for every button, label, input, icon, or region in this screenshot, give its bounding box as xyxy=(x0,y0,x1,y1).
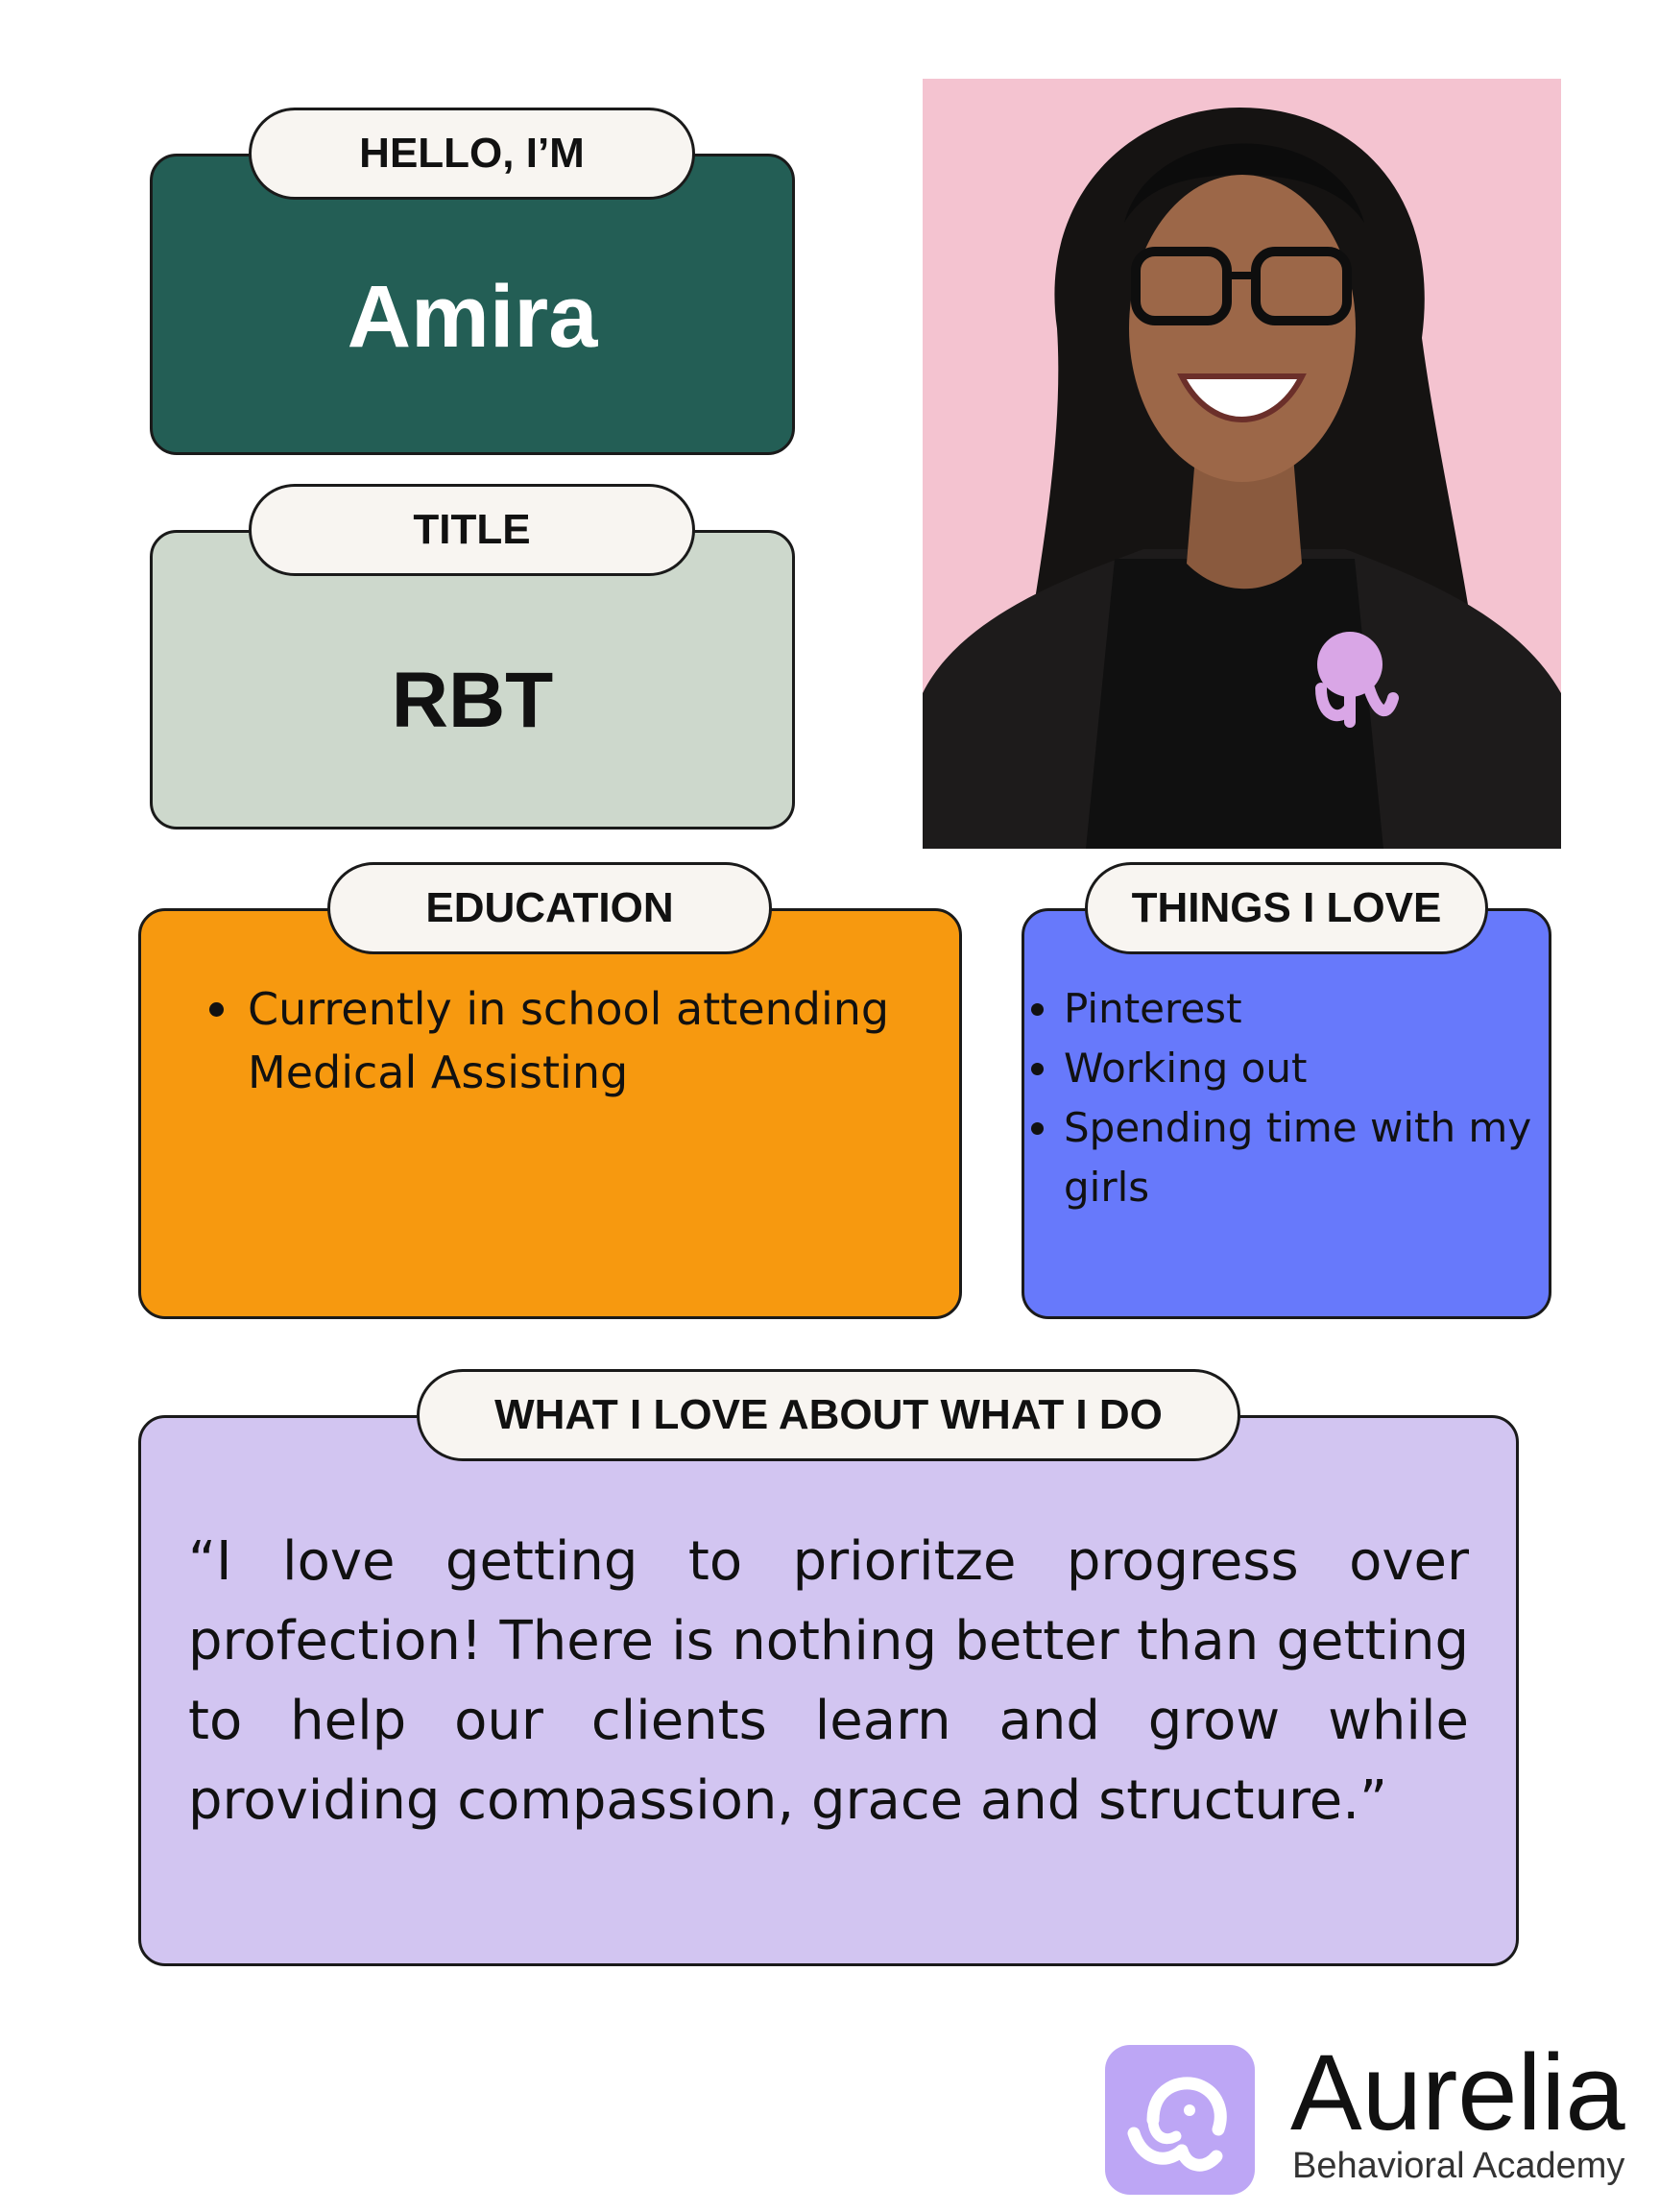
bullet-icon xyxy=(1031,1122,1044,1135)
elephant-icon xyxy=(1105,2045,1255,2195)
bullet-icon xyxy=(209,1002,224,1017)
title-label: TITLE xyxy=(249,484,695,576)
bullet-icon xyxy=(1031,1063,1044,1075)
things-list xyxy=(1027,979,1546,1217)
about-label: WHAT I LOVE ABOUT WHAT I DO xyxy=(417,1369,1240,1461)
brand-tagline: Behavioral Academy xyxy=(1292,2146,1625,2186)
education-list xyxy=(207,977,899,1104)
brand-name: Aurelia xyxy=(1290,2032,1625,2152)
education-label: EDUCATION xyxy=(327,862,772,954)
list-item xyxy=(1027,1039,1546,1098)
list-item xyxy=(1027,979,1546,1039)
job-title: RBT xyxy=(391,657,554,744)
bullet-icon xyxy=(1031,1003,1044,1016)
hello-label: HELLO, I’M xyxy=(249,108,695,200)
list-item xyxy=(1027,1098,1546,1217)
education-card xyxy=(138,908,962,1319)
about-quote: “I love getting to prioritze progress over profection! There is nothing better than getting to help our clients learn and grow while providing compassion, grace and structure.” xyxy=(188,1530,1469,1832)
list-item xyxy=(207,977,899,1104)
education-item: Currently in school attending Medical Assisting xyxy=(248,983,890,1098)
brand-logo xyxy=(1105,2045,1255,2195)
things-label: THINGS I LOVE xyxy=(1085,862,1488,954)
things-item-2: Working out xyxy=(1064,1045,1308,1092)
profile-photo xyxy=(923,79,1561,849)
things-item-3: Spending time with my girls xyxy=(1064,1104,1532,1211)
things-item-1: Pinterest xyxy=(1064,985,1242,1032)
person-name: Amira xyxy=(347,267,598,366)
